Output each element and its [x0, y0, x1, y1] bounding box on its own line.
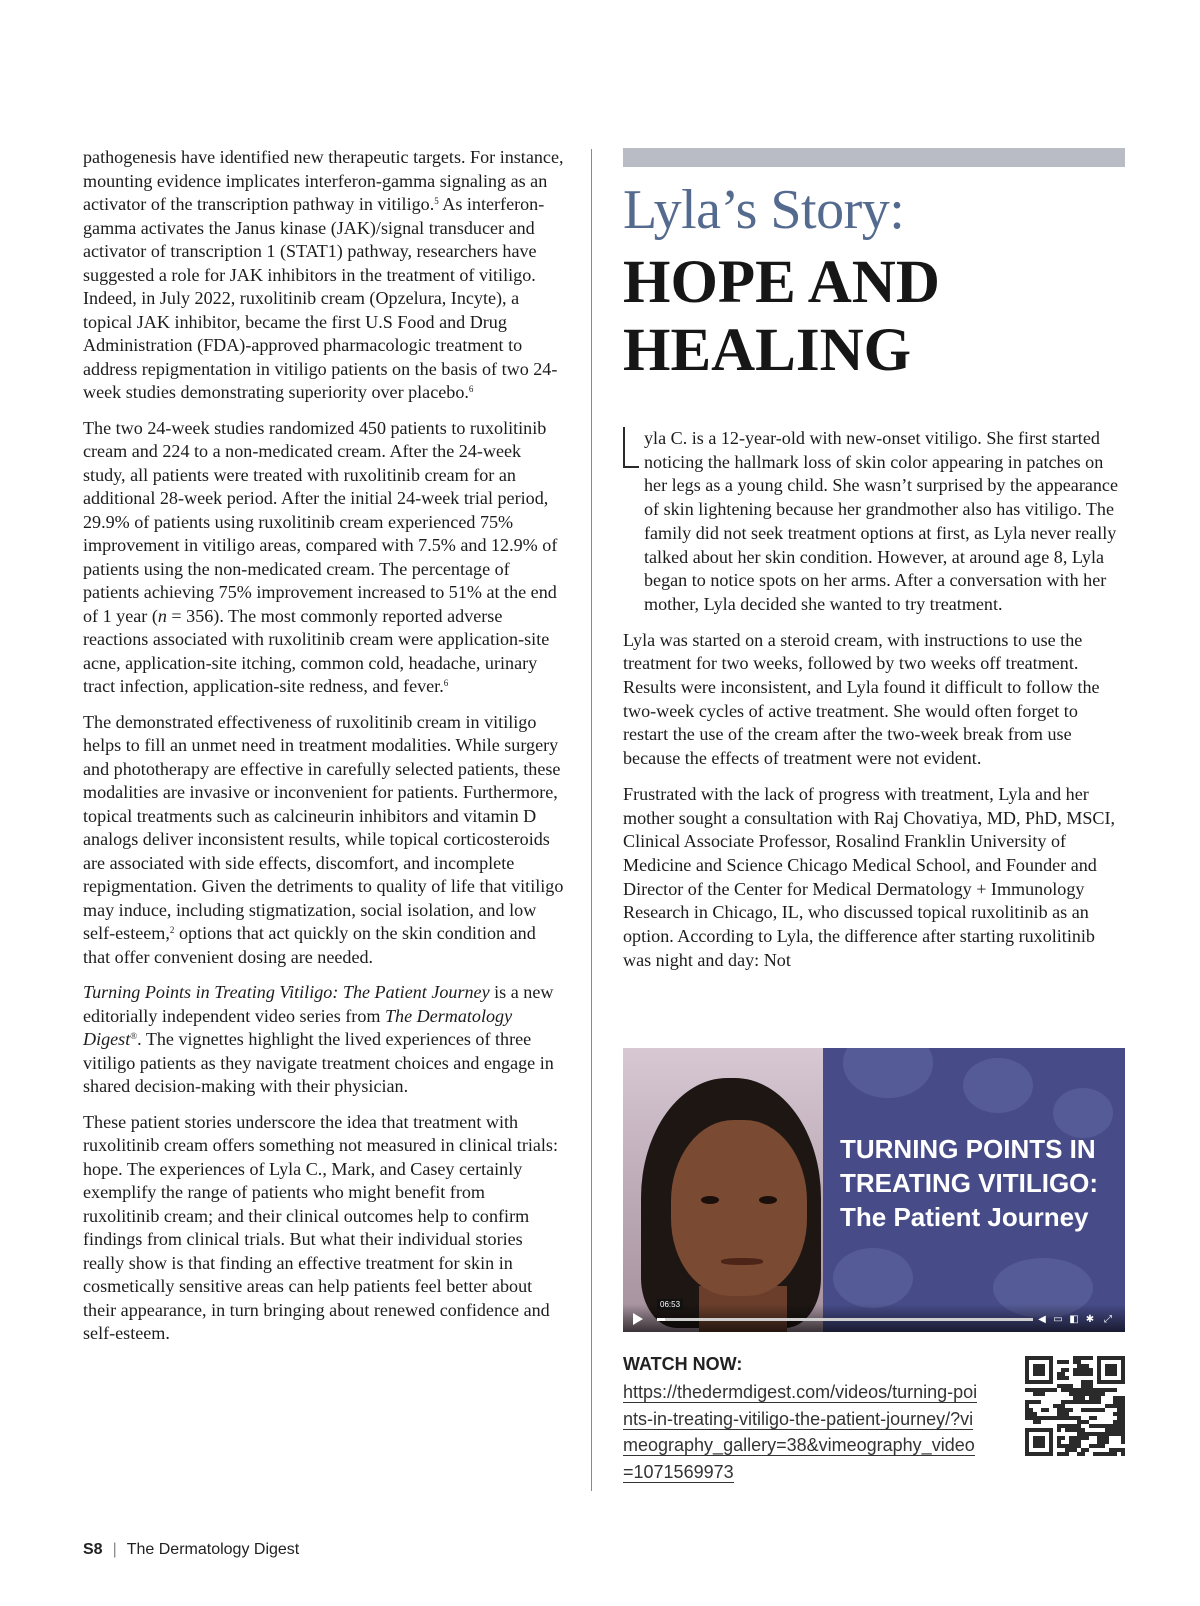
- picture-in-picture-icon[interactable]: ◧: [1069, 1314, 1079, 1325]
- video-thumbnail-girl: [623, 1048, 823, 1332]
- fullscreen-icon[interactable]: ⤢: [1104, 1314, 1112, 1325]
- story-body: [623, 427, 1125, 972]
- story-title: Lyla’s Story:: [623, 179, 905, 241]
- citation-ref: 6: [443, 678, 449, 688]
- left-column: [83, 146, 564, 1358]
- play-icon[interactable]: [633, 1313, 643, 1325]
- page-footer: [83, 1540, 299, 1560]
- column-divider: [591, 149, 592, 1491]
- paragraph-1: pathogenesis have identified new therapeutic targets. For instance, mounting evidence implicates interferon-gamma signaling as an activator of the transcription pathway in vitiligo.$^5$ As interferon-gamma activates the Janus kinase (JAK)/signal transducer and activator of transcription 1 (STAT1) pathway, researchers have suggested a role for JAK inhibitors in the treatment of vitiligo. Indeed, in July 2022, ruxolitinib cream (Opzelura, Incyte), a topical JAK inhibitor, became the first U.S Food and Drug Administration (FDA)-approved pharmacologic treatment to address repigmentation in vitiligo patients on the basis of two 24-week studies demonstrating superiority over placebo.$^6$: [83, 147, 564, 402]
- paragraph-5: These patient stories underscore the idea that treatment with ruxolitinib cream offers something not measured in clinical trials: hope. The experiences of Lyla C., Mark, and Casey certainly exemplify the range of patients who might benefit from ruxolitinib cream; and their clinical outcomes help to confirm findings from clinical trials. But what their individual stories really show is that finding an effective treatment for skin in cosmetically sensitive areas can help patients feel better about their appearance, in turn bringing about renewed confidence and self-esteem.: [83, 1111, 559, 1343]
- citation-ref: 5: [434, 196, 439, 206]
- settings-icon[interactable]: ✱: [1085, 1314, 1095, 1325]
- paragraph-2: The two 24-week studies randomized 450 patients to ruxolitinib cream and 224 to a non-medicated cream. After the 24-week study, all patients were treated with ruxolitinib cream for an additional 28-week period. After the initial 24-week trial period, 29.9% of patients using ruxolitinib cream experienced 75% improvement in vitiligo areas, compared with 7.5% and 12.9% of patients using the non-medicated cream. The percentage of patients achieving 75% improvement increased to 51% at the end of 1 year (n = 356). The most commonly reported adverse reactions associated with ruxolitinib cream were application-site acne, application-site itching, common cold, headache, urinary tract infection, application-site redness, and fever.$^6$: [83, 417, 558, 696]
- captions-icon[interactable]: ▭: [1053, 1314, 1063, 1325]
- paragraph-4: Turning Points in Treating Vitiligo: The Patient Journey is a new editorially independent video series from The Dermatology Digest®. The vignettes highlight the lived experiences of three vitiligo patients as they navigate treatment choices and engage in shared decision-making with their physician.: [83, 982, 554, 1096]
- watch-now: [623, 1353, 1003, 1485]
- drop-cap-l: [623, 427, 639, 468]
- video-controls: [623, 1300, 1125, 1332]
- qr-code[interactable]: [1025, 1356, 1125, 1456]
- video-progress-bar[interactable]: [657, 1318, 1033, 1321]
- page-number: S8: [83, 1541, 103, 1558]
- watch-now-label: WATCH NOW:: [623, 1354, 743, 1374]
- story-headline: HOPE AND HEALING: [623, 249, 940, 384]
- volume-icon[interactable]: ◀: [1038, 1314, 1046, 1325]
- title-bar: [623, 148, 1125, 167]
- video-title: TURNING POINTS IN TREATING VITILIGO: The Patient Journey: [840, 1134, 1099, 1232]
- video-timestamp: 06:53: [657, 1299, 683, 1310]
- video-player[interactable]: [623, 1048, 1125, 1332]
- story-paragraph-1: yla C. is a 12-year-old with new-onset vitiligo. She first started noticing the hallmark loss of skin color appearing in patches on her legs as a young child. She wasn’t surprised by the appearance of skin lightening because her grandmother also has vitiligo. The family did not seek treatment options at first, as Lyla never really talked about her skin condition. However, at around age 8, Lyla began to notice spots on her arms. After a conversation with her mother, Lyla decided she wanted to try treatment.: [623, 427, 1125, 617]
- citation-ref: 2: [169, 925, 175, 935]
- story-paragraph-2: Lyla was started on a steroid cream, with instructions to use the treatment for two weeks, followed by two weeks off treatment. Results were inconsistent, and Lyla found it difficult to follow the two-week cycles of active treatment. She would often forget to restart the use of the cream after the two-week break from use because the effects of treatment were not evident.: [623, 629, 1100, 769]
- footer-separator: |: [112, 1541, 117, 1558]
- paragraph-3: The demonstrated effectiveness of ruxolitinib cream in vitiligo helps to fill an unmet need in treatment modalities. While surgery and phototherapy are effective in carefully selected patients, these modalities are invasive or inconvenient for patients. Furthermore, topical treatments such as calcineurin inhibitors and vitamin D analogs deliver inconsistent results, while topical corticosteroids are associated with side effects, discomfort, and incomplete repigmentation. Given the detriments to quality of life that vitiligo may induce, including stigmatization, social isolation, and low self-esteem,$^2$ options that act quickly on the skin condition and that offer convenient dosing are needed.: [83, 711, 564, 967]
- publication-name: The Dermatology Digest: [126, 1541, 300, 1558]
- video-progress-fill: [657, 1318, 665, 1321]
- citation-ref: 6: [468, 384, 474, 394]
- video-url-link[interactable]: https://thedermdigest.com/videos/turning-points-in-treating-vitiligo-the-patient-journey/?vimeography_gallery=38&vimeography_video=1071569973: [623, 1382, 978, 1482]
- story-paragraph-3: Frustrated with the lack of progress with treatment, Lyla and her mother sought a consultation with Raj Chovatiya, MD, PhD, MSCI, Clinical Associate Professor, Rosalind Franklin University of Medicine and Science Chicago Medical School, and Founder and Director of the Center for Medical Dermatology + Immunology Research in Chicago, IL, who discussed topical ruxolitinib as an option. According to Lyla, the difference after starting ruxolitinib was night and day: Not: [623, 783, 1116, 970]
- sidebar-story: [623, 148, 1125, 984]
